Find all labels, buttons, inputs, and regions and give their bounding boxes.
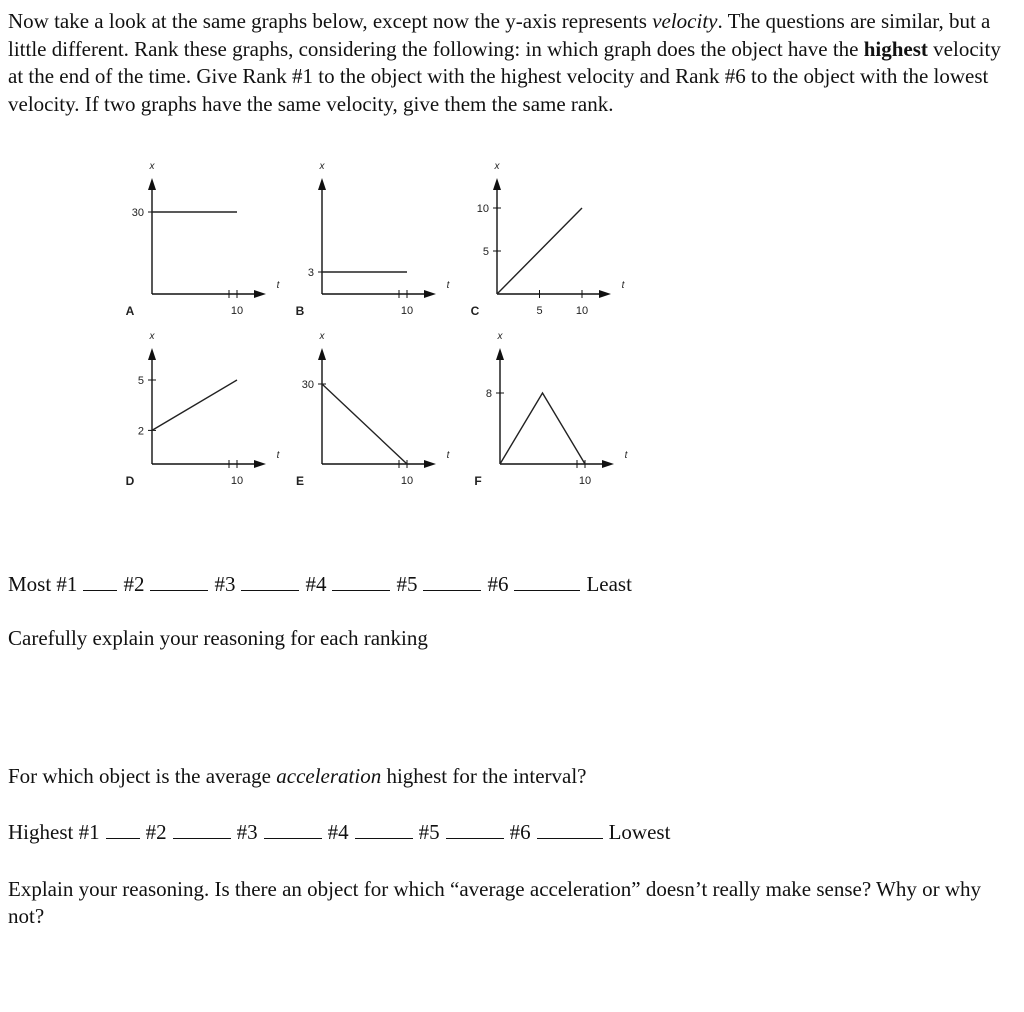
acceleration-question-italic: acceleration (276, 764, 382, 788)
acceleration-question-post: highest for the interval? (381, 764, 587, 788)
rank-4-label: #4 (305, 572, 327, 596)
acc-rank-4-blank[interactable] (355, 820, 413, 839)
explain-ranking-prompt: Carefully explain your reasoning for each ranking (8, 626, 428, 650)
acc-rank-6-blank[interactable] (537, 820, 603, 839)
explain-acceleration-prompt: Explain your reasoning. Is there an object for which “average acceleration” doesn’t really make sense? Why or why not? (8, 877, 981, 928)
rank-2-blank[interactable] (150, 572, 208, 591)
intro-italic-velocity: velocity (652, 9, 718, 33)
graph-c-x-tick-label-0: 5 (536, 305, 543, 317)
ranking-row-acceleration (8, 820, 670, 845)
graph-a-y-arrow (148, 178, 156, 190)
rank-2-label: #2 (123, 572, 145, 596)
intro-text-2: . The questions are similar, but a little different. Rank these graphs, considering the following: in which graph does the object have the (8, 9, 991, 61)
acc-rank-6-label: #6 (509, 820, 531, 844)
graph-d-y-tick-label-1: 5 (137, 375, 144, 387)
graph-f-x-tick-label-0: 10 (578, 475, 592, 487)
rank-6-blank[interactable] (514, 572, 580, 591)
rank-most-label: Most #1 (8, 572, 78, 596)
graph-f-x-label: t (624, 450, 628, 461)
graph-f-y-tick-label-0: 8 (485, 388, 492, 400)
intro-bold-highest: highest (863, 36, 928, 61)
rank-3-blank[interactable] (241, 572, 299, 591)
graph-c-x-label: t (621, 280, 625, 291)
graph-c-y-tick-label-1: 10 (476, 203, 489, 215)
graph-d-x-arrow (254, 460, 266, 468)
graph-b-y-tick-label-0: 3 (307, 267, 314, 279)
rank-5-label: #5 (396, 572, 418, 596)
rank-4-blank[interactable] (332, 572, 390, 591)
intro-text-3: velocity at the end of the time. Give Rank #1 to the object with the highest velocity and Rank #6 to the object with the lowest velocity. If two graphs have the same velocity, give them the same rank. (8, 36, 1001, 116)
graph-f-panel-label: F (474, 474, 482, 488)
graph-e-y-label: x (319, 331, 325, 342)
graph-b-y-arrow (318, 178, 326, 190)
graph-f-y-label: x (497, 331, 503, 342)
graph-c-data-line (497, 208, 582, 294)
graph-d-data-line (152, 380, 237, 430)
graph-a-x-arrow (254, 290, 266, 298)
graph-d-x-label: t (276, 450, 280, 461)
graph-c-x-arrow (599, 290, 611, 298)
acc-rank-3-blank[interactable] (264, 820, 322, 839)
graph-a-y-label: x (149, 161, 155, 172)
graph-d-x-tick-label-0: 10 (230, 475, 244, 487)
acc-rank-1-blank[interactable] (106, 820, 140, 839)
graph-d-y-tick-label-0: 2 (137, 425, 144, 438)
rank-least-label: Least (586, 572, 632, 596)
acc-rank-4-label: #4 (327, 820, 349, 844)
graph-e-y-arrow (318, 348, 326, 360)
graph-e-x-label: t (446, 450, 450, 461)
rank-1-blank[interactable] (83, 572, 117, 591)
graph-b-y-label: x (319, 161, 325, 172)
graph-c-y-arrow (493, 178, 501, 190)
acc-rank-5-label: #5 (418, 820, 440, 844)
acc-rank-5-blank[interactable] (446, 820, 504, 839)
graph-b-panel-label: B (295, 304, 305, 318)
rank-5-blank[interactable] (423, 572, 481, 591)
graph-c-x-tick-label-1: 10 (575, 305, 589, 317)
graph-a-panel-label: A (125, 304, 135, 318)
intro-paragraph (8, 8, 1008, 118)
graph-a-x-tick-label-0: 10 (230, 305, 244, 317)
rank-lowest-label: Lowest (608, 820, 671, 844)
graph-f-x-arrow (602, 460, 614, 468)
graph-e-x-arrow (424, 460, 436, 468)
rank-highest-label: Highest #1 (8, 820, 100, 844)
graphs-figure (0, 160, 700, 500)
graph-b-x-label: t (446, 280, 450, 291)
rank-3-label: #3 (214, 572, 236, 596)
graph-d-y-arrow (148, 348, 156, 360)
graph-f-data-line (500, 393, 585, 464)
graph-a-x-label: t (276, 280, 280, 291)
acc-rank-3-label: #3 (236, 820, 258, 844)
graph-e-y-tick-label-0: 30 (301, 379, 314, 391)
graph-e-data-line (322, 384, 407, 464)
rank-6-label: #6 (487, 572, 509, 596)
graph-c-y-label: x (494, 161, 500, 172)
graph-d-y-label: x (149, 331, 155, 342)
intro-text-1: Now take a look at the same graphs below, except now the y-axis represents (8, 9, 653, 33)
acceleration-question-pre: For which object is the average (8, 764, 277, 788)
ranking-row-velocity (8, 572, 632, 597)
graph-e-panel-label: E (295, 474, 305, 488)
graph-b-x-arrow (424, 290, 436, 298)
acc-rank-2-label: #2 (145, 820, 167, 844)
acc-rank-2-blank[interactable] (173, 820, 231, 839)
graph-a-y-tick-label-0: 30 (131, 207, 144, 219)
graph-e-x-tick-label-0: 10 (400, 475, 414, 487)
graph-d-panel-label: D (125, 474, 135, 488)
acceleration-question (8, 764, 586, 789)
graph-c-y-tick-label-0: 5 (482, 246, 489, 258)
graph-c-panel-label: C (470, 304, 480, 318)
graph-f-y-arrow (496, 348, 504, 360)
graph-b-x-tick-label-0: 10 (400, 305, 414, 317)
